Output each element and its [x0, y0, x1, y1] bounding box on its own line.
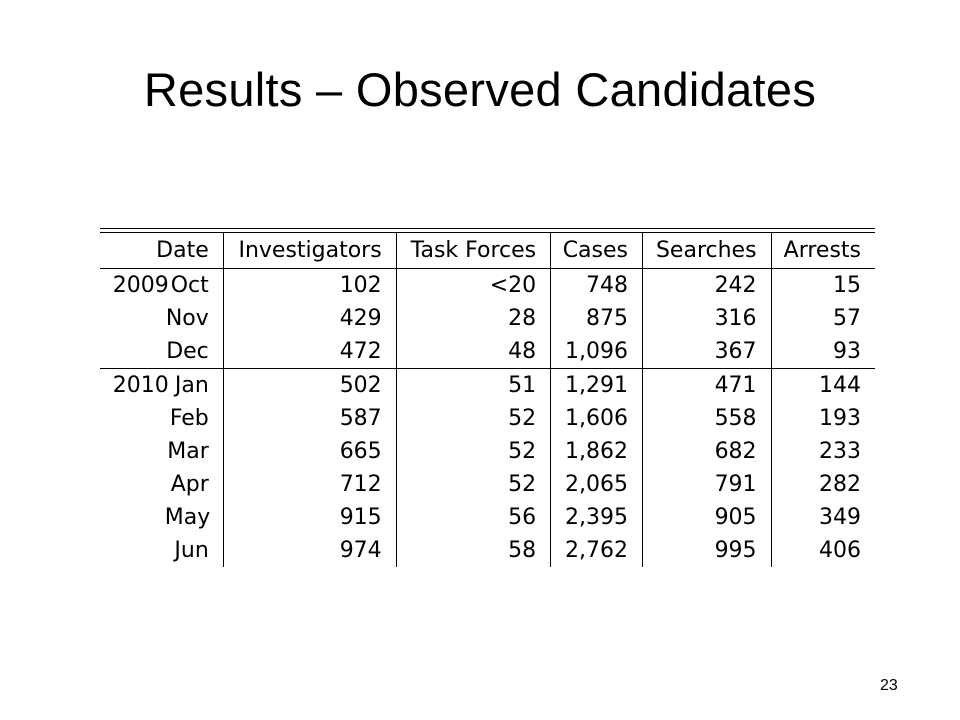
cell-month: Apr — [170, 472, 209, 497]
cell-year: 2009 — [112, 273, 169, 298]
cell-date — [100, 468, 223, 501]
table-row — [100, 302, 875, 335]
cell-arrests: 93 — [771, 335, 875, 369]
cell-arrests: 406 — [771, 534, 875, 567]
table-header-row — [100, 233, 875, 269]
cell-investigators: 974 — [223, 534, 396, 567]
cell-searches: 558 — [643, 402, 772, 435]
cell-cases: 1,606 — [551, 402, 643, 435]
cell-searches: 316 — [643, 302, 772, 335]
cell-cases: 748 — [551, 269, 643, 303]
slide-title: Results – Observed Candidates — [143, 63, 817, 116]
results-table-container — [100, 228, 875, 567]
cell-investigators: 712 — [223, 468, 396, 501]
cell-task-forces: <20 — [396, 269, 550, 303]
cell-date — [100, 302, 223, 335]
table-body — [100, 269, 875, 568]
cell-cases: 1,862 — [551, 435, 643, 468]
cell-task-forces: 51 — [396, 369, 550, 403]
header-arrests: Arrests — [771, 233, 875, 269]
cell-cases: 1,096 — [551, 335, 643, 369]
cell-investigators: 429 — [223, 302, 396, 335]
cell-task-forces: 52 — [396, 402, 550, 435]
cell-cases: 2,065 — [551, 468, 643, 501]
cell-investigators: 587 — [223, 402, 396, 435]
cell-cases: 1,291 — [551, 369, 643, 403]
cell-arrests: 15 — [771, 269, 875, 303]
cell-date — [100, 534, 223, 567]
cell-searches: 242 — [643, 269, 772, 303]
table-row — [100, 468, 875, 501]
cell-date — [100, 402, 223, 435]
cell-date — [100, 369, 223, 403]
cell-investigators: 915 — [223, 501, 396, 534]
cell-date — [100, 435, 223, 468]
cell-investigators: 665 — [223, 435, 396, 468]
cell-task-forces: 28 — [396, 302, 550, 335]
cell-searches: 995 — [643, 534, 772, 567]
cell-year: 2010 — [112, 373, 169, 398]
cell-searches: 791 — [643, 468, 772, 501]
table-row — [100, 369, 875, 403]
cell-task-forces: 52 — [396, 468, 550, 501]
table-row — [100, 402, 875, 435]
cell-cases: 2,395 — [551, 501, 643, 534]
page-number: 23 — [880, 677, 898, 694]
cell-date — [100, 269, 223, 303]
table-row — [100, 435, 875, 468]
cell-task-forces: 56 — [396, 501, 550, 534]
cell-date — [100, 501, 223, 534]
cell-month: Jan — [174, 373, 209, 398]
cell-searches: 905 — [643, 501, 772, 534]
table-row — [100, 501, 875, 534]
cell-arrests: 193 — [771, 402, 875, 435]
cell-arrests: 57 — [771, 302, 875, 335]
cell-investigators: 502 — [223, 369, 396, 403]
cell-searches: 367 — [643, 335, 772, 369]
cell-cases: 2,762 — [551, 534, 643, 567]
cell-month: Dec — [166, 339, 209, 364]
header-searches: Searches — [643, 233, 772, 269]
cell-arrests: 144 — [771, 369, 875, 403]
table-row — [100, 335, 875, 369]
table-row — [100, 269, 875, 303]
cell-month: Mar — [167, 439, 209, 464]
cell-cases: 875 — [551, 302, 643, 335]
cell-month: Jun — [174, 538, 209, 563]
table-row — [100, 534, 875, 567]
cell-month: Nov — [165, 306, 209, 331]
cell-month: May — [164, 505, 211, 530]
cell-task-forces: 48 — [396, 335, 550, 369]
cell-investigators: 472 — [223, 335, 396, 369]
cell-task-forces: 52 — [396, 435, 550, 468]
cell-month: Oct — [170, 273, 209, 298]
cell-month: Feb — [169, 406, 209, 431]
header-date: Date — [100, 233, 223, 269]
cell-searches: 682 — [643, 435, 772, 468]
cell-arrests: 282 — [771, 468, 875, 501]
header-cases: Cases — [551, 233, 643, 269]
header-investigators: Investigators — [223, 233, 396, 269]
cell-task-forces: 58 — [396, 534, 550, 567]
cell-date — [100, 335, 223, 369]
cell-arrests: 233 — [771, 435, 875, 468]
cell-investigators: 102 — [223, 269, 396, 303]
header-task-forces: Task Forces — [396, 233, 550, 269]
cell-searches: 471 — [643, 369, 772, 403]
results-table — [100, 233, 875, 567]
cell-arrests: 349 — [771, 501, 875, 534]
